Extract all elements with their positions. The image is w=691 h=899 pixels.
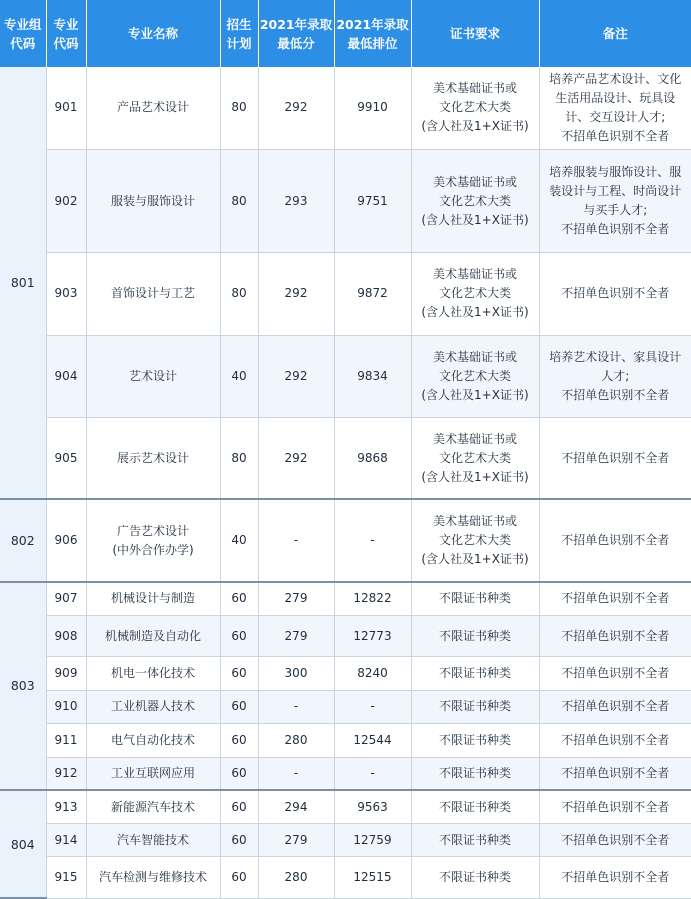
remarks-cell: 不招单色识别不全者 bbox=[539, 615, 691, 656]
major-code-cell: 909 bbox=[46, 657, 86, 691]
major-name-cell: 汽车检测与维修技术 bbox=[86, 857, 220, 898]
major-code-cell: 907 bbox=[46, 582, 86, 616]
plan-cell: 80 bbox=[220, 67, 258, 149]
certificate-cell: 不限证书种类 bbox=[411, 690, 539, 723]
min-score-cell: 292 bbox=[258, 67, 334, 149]
plan-cell: 40 bbox=[220, 499, 258, 581]
remarks-cell: 不招单色识别不全者 bbox=[539, 824, 691, 857]
min-score-cell: 280 bbox=[258, 723, 334, 757]
major-code-cell: 902 bbox=[46, 149, 86, 253]
min-score-cell: 279 bbox=[258, 582, 334, 616]
group-code-cell: 804 bbox=[0, 790, 46, 898]
major-code-cell: 908 bbox=[46, 615, 86, 656]
table-row bbox=[0, 757, 691, 790]
certificate-cell: 美术基础证书或 文化艺术大类 (含人社及1+X证书) bbox=[411, 149, 539, 253]
min-score-cell: 294 bbox=[258, 790, 334, 824]
major-name-cell: 机电一体化技术 bbox=[86, 657, 220, 691]
major-name-cell: 艺术设计 bbox=[86, 335, 220, 417]
header-min-rank: 2021年录取 最低排位 bbox=[334, 0, 411, 67]
min-score-cell: 279 bbox=[258, 824, 334, 857]
major-code-cell: 913 bbox=[46, 790, 86, 824]
plan-cell: 80 bbox=[220, 253, 258, 335]
min-score-cell: 292 bbox=[258, 335, 334, 417]
min-score-cell: 292 bbox=[258, 417, 334, 499]
plan-cell: 60 bbox=[220, 657, 258, 691]
major-code-cell: 904 bbox=[46, 335, 86, 417]
certificate-cell: 不限证书种类 bbox=[411, 723, 539, 757]
major-code-cell: 914 bbox=[46, 824, 86, 857]
major-code-cell: 901 bbox=[46, 67, 86, 149]
remarks-cell: 不招单色识别不全者 bbox=[539, 723, 691, 757]
plan-cell: 60 bbox=[220, 857, 258, 898]
remarks-cell: 不招单色识别不全者 bbox=[539, 253, 691, 335]
remarks-cell: 不招单色识别不全者 bbox=[539, 857, 691, 898]
major-code-cell: 911 bbox=[46, 723, 86, 757]
table-row bbox=[0, 723, 691, 757]
major-name-cell: 产品艺术设计 bbox=[86, 67, 220, 149]
certificate-cell: 美术基础证书或 文化艺术大类 (含人社及1+X证书) bbox=[411, 499, 539, 581]
remarks-cell: 培养服装与服饰设计、服 装设计与工程、时尚设计 与买手人才; 不招单色识别不全者 bbox=[539, 149, 691, 253]
major-code-cell: 910 bbox=[46, 690, 86, 723]
major-code-cell: 915 bbox=[46, 857, 86, 898]
major-name-cell: 广告艺术设计 (中外合作办学) bbox=[86, 499, 220, 581]
min-score-cell: - bbox=[258, 757, 334, 790]
plan-cell: 60 bbox=[220, 757, 258, 790]
header-remarks: 备注 bbox=[539, 0, 691, 67]
header-plan: 招生 计划 bbox=[220, 0, 258, 67]
table-row bbox=[0, 417, 691, 499]
min-rank-cell: 12544 bbox=[334, 723, 411, 757]
certificate-cell: 美术基础证书或 文化艺术大类 (含人社及1+X证书) bbox=[411, 253, 539, 335]
header-major-name: 专业名称 bbox=[86, 0, 220, 67]
major-name-cell: 电气自动化技术 bbox=[86, 723, 220, 757]
certificate-cell: 不限证书种类 bbox=[411, 857, 539, 898]
min-rank-cell: 8240 bbox=[334, 657, 411, 691]
certificate-cell: 不限证书种类 bbox=[411, 757, 539, 790]
plan-cell: 60 bbox=[220, 582, 258, 616]
header-certificate: 证书要求 bbox=[411, 0, 539, 67]
plan-cell: 60 bbox=[220, 615, 258, 656]
certificate-cell: 美术基础证书或 文化艺术大类 (含人社及1+X证书) bbox=[411, 67, 539, 149]
major-name-cell: 汽车智能技术 bbox=[86, 824, 220, 857]
min-rank-cell: 12759 bbox=[334, 824, 411, 857]
min-rank-cell: - bbox=[334, 499, 411, 581]
remarks-cell: 培养产品艺术设计、文化 生活用品设计、玩具设 计、交互设计人才; 不招单色识别不全者 bbox=[539, 67, 691, 149]
plan-cell: 80 bbox=[220, 417, 258, 499]
plan-cell: 60 bbox=[220, 824, 258, 857]
plan-cell: 80 bbox=[220, 149, 258, 253]
header-group-code: 专业组 代码 bbox=[0, 0, 46, 67]
certificate-cell: 不限证书种类 bbox=[411, 615, 539, 656]
remarks-cell: 不招单色识别不全者 bbox=[539, 499, 691, 581]
min-rank-cell: 12773 bbox=[334, 615, 411, 656]
table-row bbox=[0, 149, 691, 253]
certificate-cell: 美术基础证书或 文化艺术大类 (含人社及1+X证书) bbox=[411, 335, 539, 417]
min-score-cell: - bbox=[258, 499, 334, 581]
min-rank-cell: 12515 bbox=[334, 857, 411, 898]
plan-cell: 60 bbox=[220, 690, 258, 723]
major-code-cell: 912 bbox=[46, 757, 86, 790]
table-row bbox=[0, 67, 691, 149]
plan-cell: 60 bbox=[220, 790, 258, 824]
min-score-cell: 280 bbox=[258, 857, 334, 898]
header-major-code: 专业 代码 bbox=[46, 0, 86, 67]
table-row bbox=[0, 790, 691, 824]
remarks-cell: 培养艺术设计、家具设计 人才; 不招单色识别不全者 bbox=[539, 335, 691, 417]
major-name-cell: 新能源汽车技术 bbox=[86, 790, 220, 824]
table-row bbox=[0, 253, 691, 335]
table-row bbox=[0, 499, 691, 581]
major-name-cell: 工业机器人技术 bbox=[86, 690, 220, 723]
certificate-cell: 美术基础证书或 文化艺术大类 (含人社及1+X证书) bbox=[411, 417, 539, 499]
remarks-cell: 不招单色识别不全者 bbox=[539, 582, 691, 616]
min-score-cell: 300 bbox=[258, 657, 334, 691]
min-score-cell: 292 bbox=[258, 253, 334, 335]
header-min-score: 2021年录取 最低分 bbox=[258, 0, 334, 67]
min-score-cell: 293 bbox=[258, 149, 334, 253]
min-rank-cell: 9751 bbox=[334, 149, 411, 253]
major-code-cell: 905 bbox=[46, 417, 86, 499]
certificate-cell: 不限证书种类 bbox=[411, 657, 539, 691]
major-name-cell: 服装与服饰设计 bbox=[86, 149, 220, 253]
major-code-cell: 906 bbox=[46, 499, 86, 581]
certificate-cell: 不限证书种类 bbox=[411, 790, 539, 824]
min-rank-cell: 12822 bbox=[334, 582, 411, 616]
table-row bbox=[0, 582, 691, 616]
min-rank-cell: 9834 bbox=[334, 335, 411, 417]
table-row bbox=[0, 615, 691, 656]
table-row bbox=[0, 857, 691, 898]
header-row bbox=[0, 0, 691, 67]
table-row bbox=[0, 824, 691, 857]
remarks-cell: 不招单色识别不全者 bbox=[539, 790, 691, 824]
min-score-cell: - bbox=[258, 690, 334, 723]
certificate-cell: 不限证书种类 bbox=[411, 582, 539, 616]
min-rank-cell: 9872 bbox=[334, 253, 411, 335]
table-row bbox=[0, 690, 691, 723]
group-code-cell: 801 bbox=[0, 67, 46, 499]
plan-cell: 60 bbox=[220, 723, 258, 757]
group-code-cell: 803 bbox=[0, 582, 46, 790]
major-code-cell: 903 bbox=[46, 253, 86, 335]
major-name-cell: 机械制造及自动化 bbox=[86, 615, 220, 656]
major-name-cell: 首饰设计与工艺 bbox=[86, 253, 220, 335]
min-rank-cell: - bbox=[334, 757, 411, 790]
table-row bbox=[0, 335, 691, 417]
remarks-cell: 不招单色识别不全者 bbox=[539, 690, 691, 723]
major-name-cell: 机械设计与制造 bbox=[86, 582, 220, 616]
min-rank-cell: 9910 bbox=[334, 67, 411, 149]
group-code-cell: 802 bbox=[0, 499, 46, 581]
min-rank-cell: 9868 bbox=[334, 417, 411, 499]
remarks-cell: 不招单色识别不全者 bbox=[539, 417, 691, 499]
table-row bbox=[0, 657, 691, 691]
plan-cell: 40 bbox=[220, 335, 258, 417]
min-score-cell: 279 bbox=[258, 615, 334, 656]
min-rank-cell: 9563 bbox=[334, 790, 411, 824]
min-rank-cell: - bbox=[334, 690, 411, 723]
major-name-cell: 工业互联网应用 bbox=[86, 757, 220, 790]
certificate-cell: 不限证书种类 bbox=[411, 824, 539, 857]
remarks-cell: 不招单色识别不全者 bbox=[539, 657, 691, 691]
remarks-cell: 不招单色识别不全者 bbox=[539, 757, 691, 790]
major-name-cell: 展示艺术设计 bbox=[86, 417, 220, 499]
